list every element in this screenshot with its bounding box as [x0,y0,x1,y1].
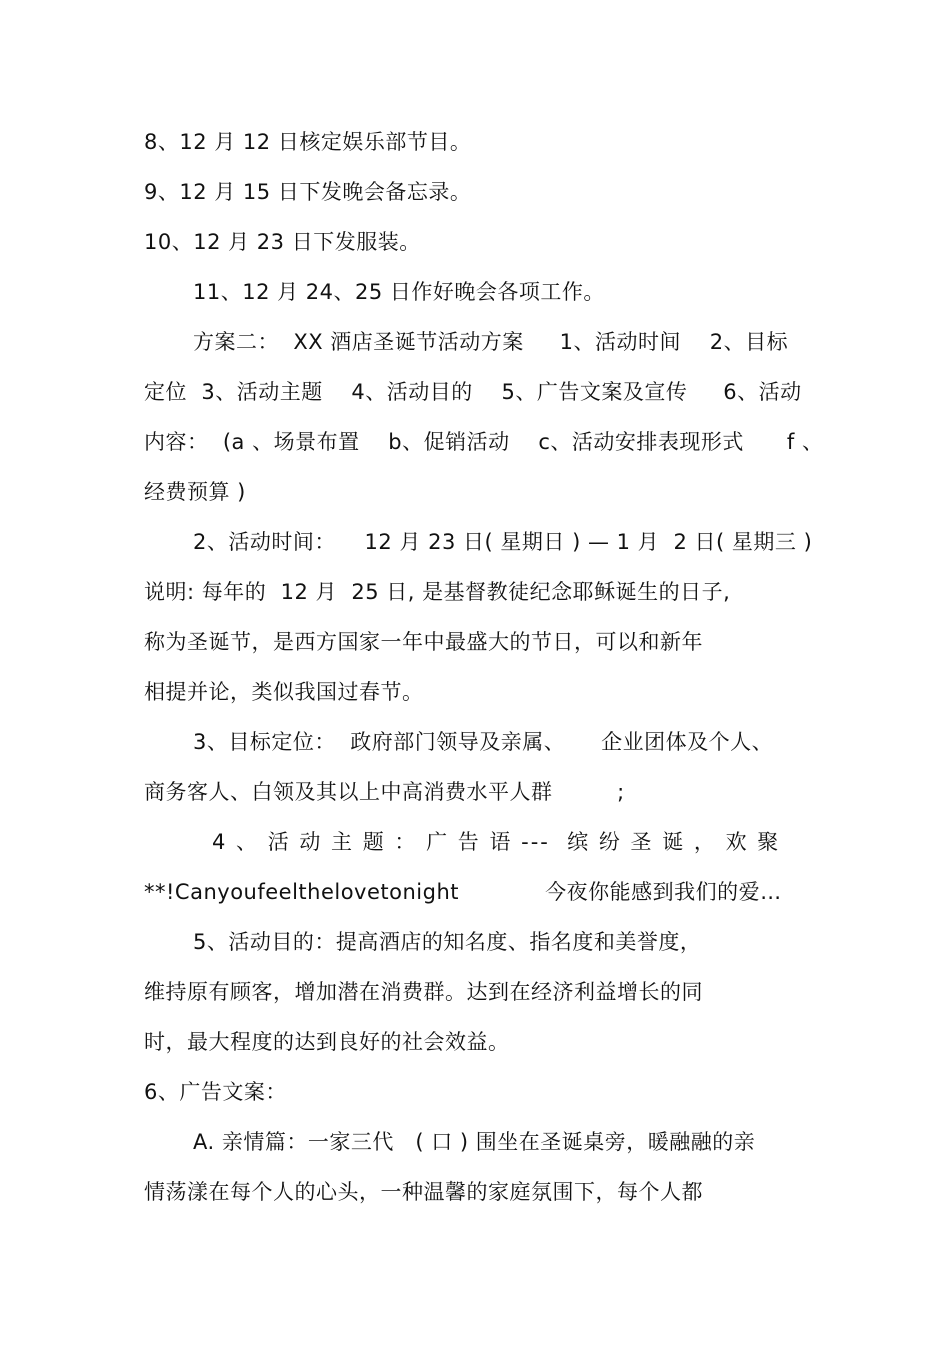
text-line: 维持原有顾客，增加潜在消费群。达到在经济利益增长的同 [144,980,703,1004]
text-line: 情荡漾在每个人的心头，一种温馨的家庭氛围下，每个人都 [144,1180,703,1204]
text-line: 称为圣诞节，是西方国家一年中最盛大的节日，可以和新年 [144,630,703,654]
text-line: A. 亲情篇：一家三代 ( 口 ) 围坐在圣诞桌旁，暖融融的亲 [193,1130,756,1154]
text-line: 9、12 月 15 日下发晚会备忘录。 [144,180,472,204]
text-line: 定位 3、活动主题 4、活动目的 5、广告文案及宣传 6、活动 [144,380,802,404]
text-line: 8、12 月 12 日核定娱乐部节目。 [144,130,472,154]
text-line: 相提并论，类似我国过春节。 [144,680,424,704]
text-line: 11、12 月 24、25 日作好晚会各项工作。 [193,280,605,304]
text-line: 6、广告文案： [144,1080,287,1104]
text-line: 内容： (a 、场景布置 b、促销活动 c、活动安排表现形式 f 、 [144,430,824,454]
text-line: 3、目标定位： 政府部门领导及亲属、 企业团体及个人、 [193,730,774,754]
text-line: 2、活动时间： 12 月 23 日( 星期日 ) — 1 月 2 日( 星期三 ) [193,530,813,554]
text-line: 10、12 月 23 日下发服装。 [144,230,421,254]
text-line: 商务客人、白领及其以上中高消费水平人群 ; [144,780,625,804]
text-line: 5、活动目的：提高酒店的知名度、指名度和美誉度， [193,930,702,954]
text-line: 4 、 活 动 主 题 ： 广 告 语 --- 缤 纷 圣 诞 ， 欢 聚 [212,830,781,854]
text-line: 方案二： XX 酒店圣诞节活动方案 1、活动时间 2、目标 [193,330,789,354]
text-line: **!Canyoufeelthelovetonight 今夜你能感到我们的爱… [144,880,782,904]
text-line: 时，最大程度的达到良好的社会效益。 [144,1030,510,1054]
text-line: 经费预算 ) [144,480,246,504]
text-line: 说明: 每年的 12 月 25 日, 是基督教徒纪念耶稣诞生的日子, [144,580,731,604]
